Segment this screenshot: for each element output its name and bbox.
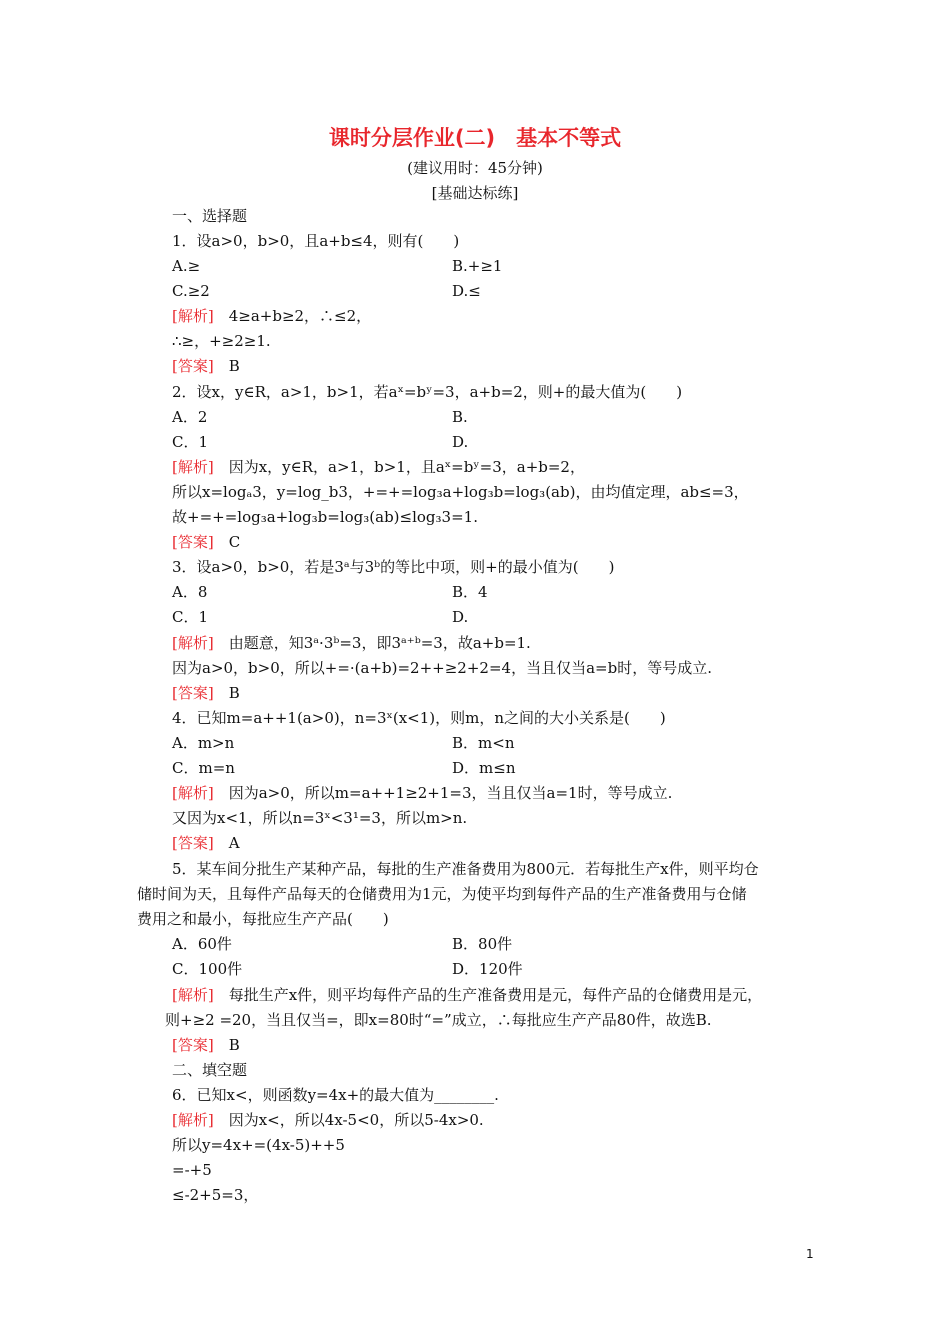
analysis-tag: [解析] xyxy=(172,634,214,652)
question-5-stem-line-3: 费用之和最小，每批应生产产品( ) xyxy=(137,910,389,928)
analysis-tag: [解析] xyxy=(172,784,214,802)
level-heading: [基础达标练] xyxy=(431,184,519,202)
question-6-stem: 6．已知x<，则函数y=4x+的最大值为________. xyxy=(172,1086,499,1104)
question-4-stem: 4．已知m=a++1(a>0)，n=3ˣ(x<1)，则m，n之间的大小关系是( ) xyxy=(172,709,666,727)
question-1-analysis-line-2: ∴≥，+≥2≥1. xyxy=(172,332,271,350)
question-5-analysis-line xyxy=(172,985,762,1005)
page-number: 1 xyxy=(806,1247,814,1261)
question-1-analysis-line xyxy=(172,306,371,326)
question-2-analysis-line xyxy=(172,457,585,477)
section-heading-fill: 二、填空题 xyxy=(172,1061,248,1079)
page-title: 课时分层作业(二) 基本不等式 xyxy=(328,126,622,150)
answer-text: B xyxy=(213,1036,240,1054)
question-4-answer-line xyxy=(172,833,240,853)
question-4-analysis-line-2: 又因为x<1，所以n=3ˣ<3¹=3，所以m>n. xyxy=(172,809,468,827)
section-heading-choice: 一、选择题 xyxy=(172,207,248,225)
question-1-option-d: D.≤ xyxy=(452,282,481,300)
answer-text: C xyxy=(213,533,241,551)
question-5-answer-line xyxy=(172,1035,240,1055)
analysis-text: 因为a>0，所以m=a++1≥2+1=3，当且仅当a=1时，等号成立. xyxy=(213,784,673,802)
question-4-option-d: D．m≤n xyxy=(452,759,516,777)
analysis-text: 由题意，知3ᵃ·3ᵇ=3，即3ᵃ⁺ᵇ=3，故a+b=1. xyxy=(213,634,531,652)
question-5-option-a: A．60件 xyxy=(172,935,232,953)
question-2-analysis-line-2: 所以x=logₐ3，y=log_b3，+=+=log₃a+log₃b=log₃(ab)，由均值定理，ab≤=3， xyxy=(172,483,749,501)
analysis-tag: [解析] xyxy=(172,458,214,476)
question-4-analysis-line xyxy=(172,783,672,803)
analysis-tag: [解析] xyxy=(172,307,214,325)
answer-tag: [答案] xyxy=(172,684,214,702)
question-3-stem: 3．设a>0，b>0，若是3ᵃ与3ᵇ的等比中项，则+的最小值为( ) xyxy=(172,558,615,576)
question-5-option-d: D．120件 xyxy=(452,960,523,978)
question-2-option-d: D. xyxy=(452,433,469,451)
question-6-analysis-line-4: ≤-2+5=3， xyxy=(172,1186,259,1204)
question-6-analysis-line xyxy=(172,1110,484,1130)
answer-text: B xyxy=(213,684,240,702)
question-2-option-b: B. xyxy=(452,408,468,426)
question-4-option-c: C．m=n xyxy=(172,759,235,777)
answer-tag: [答案] xyxy=(172,1036,214,1054)
question-1-option-b: B.+≥1 xyxy=(452,257,503,275)
question-5-analysis-line-2: 则+≥2 =20，当且仅当=，即x=80时“=”成立，∴每批应生产产品80件，故选B. xyxy=(165,1011,712,1029)
answer-tag: [答案] xyxy=(172,834,214,852)
question-3-analysis-line xyxy=(172,633,531,653)
answer-text: A xyxy=(213,834,240,852)
question-5-option-b: B．80件 xyxy=(452,935,513,953)
question-4-option-a: A．m>n xyxy=(172,734,235,752)
question-2-answer-line xyxy=(172,532,240,552)
analysis-text: 4≥a+b≥2，∴≤2， xyxy=(213,307,372,325)
answer-tag: [答案] xyxy=(172,357,214,375)
question-3-option-a: A．8 xyxy=(172,583,208,601)
question-6-analysis-line-3: =-+5 xyxy=(172,1161,212,1179)
analysis-tag: [解析] xyxy=(172,1111,214,1129)
question-4-option-b: B．m<n xyxy=(452,734,515,752)
question-2-option-c: C．1 xyxy=(172,433,209,451)
question-6-analysis-line-2: 所以y=4x+=(4x-5)++5 xyxy=(172,1136,345,1154)
question-1-answer-line xyxy=(172,356,240,376)
question-3-option-b: B．4 xyxy=(452,583,488,601)
question-2-stem: 2．设x，y∈R，a>1，b>1，若aˣ=bʸ=3，a+b=2，则+的最大值为( ) xyxy=(172,383,683,401)
question-2-analysis-line-3: 故+=+=log₃a+log₃b=log₃(ab)≤log₃3=1. xyxy=(172,508,478,526)
suggested-time: (建议用时：45分钟) xyxy=(407,159,543,177)
question-1-stem: 1．设a>0，b>0，且a+b≤4，则有( ) xyxy=(172,232,460,250)
answer-text: B xyxy=(213,357,240,375)
analysis-text: 因为x，y∈R，a>1，b>1，且aˣ=bʸ=3，a+b=2， xyxy=(213,458,585,476)
question-3-analysis-line-2: 因为a>0，b>0，所以+=·(a+b)=2++≥2+2=4，当且仅当a=b时，等号成立. xyxy=(172,659,712,677)
analysis-tag: [解析] xyxy=(172,986,214,1004)
question-3-option-d: D. xyxy=(452,608,469,626)
question-3-option-c: C．1 xyxy=(172,608,209,626)
question-5-stem-line-2: 储时间为天，且每件产品每天的仓储费用为1元，为使平均到每件产品的生产准备费用与仓储 xyxy=(137,885,747,903)
answer-tag: [答案] xyxy=(172,533,214,551)
analysis-text: 每批生产x件，则平均每件产品的生产准备费用是元，每件产品的仓储费用是元， xyxy=(213,986,763,1004)
question-1-option-c: C.≥2 xyxy=(172,282,210,300)
question-1-option-a: A.≥ xyxy=(172,257,201,275)
question-5-stem: 5．某车间分批生产某种产品，每批的生产准备费用为800元．若每批生产x件，则平均仓 xyxy=(172,860,759,878)
question-5-option-c: C．100件 xyxy=(172,960,243,978)
question-3-answer-line xyxy=(172,683,240,703)
analysis-text: 因为x<，所以4x-5<0，所以5-4x>0. xyxy=(213,1111,484,1129)
question-2-option-a: A．2 xyxy=(172,408,208,426)
